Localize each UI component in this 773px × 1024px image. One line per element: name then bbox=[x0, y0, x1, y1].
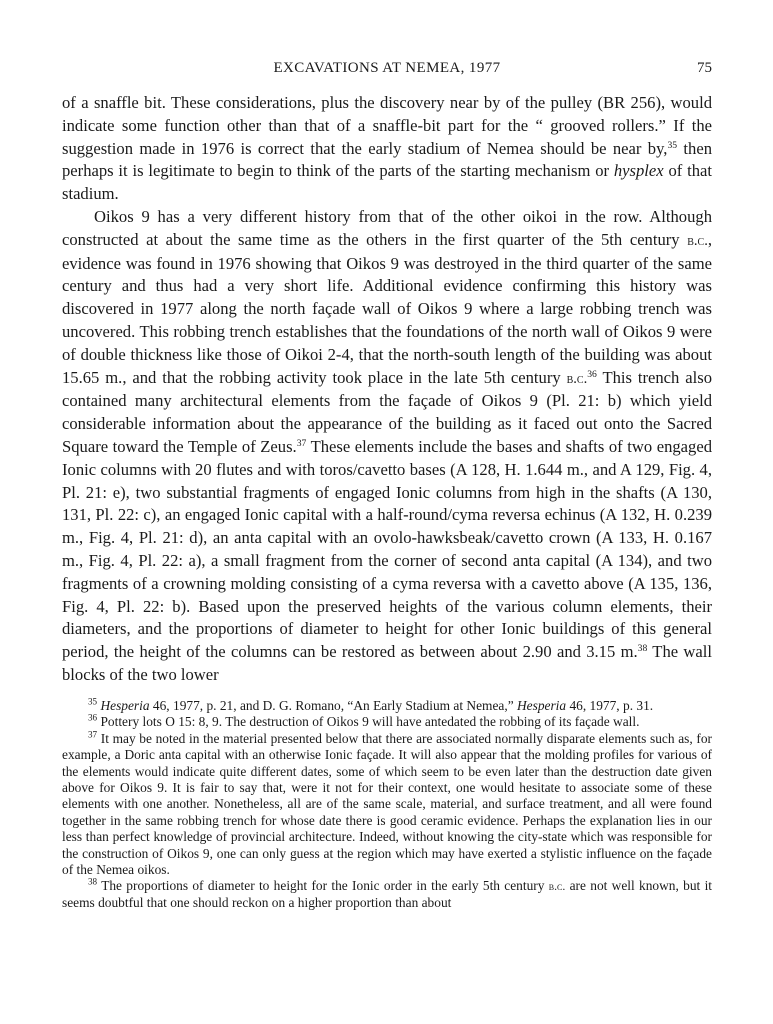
text-run: then perhaps it is legitimate to begin to think of the parts of the starting mechanism or bbox=[62, 138, 712, 181]
era-abbrev: b.c. bbox=[566, 370, 588, 387]
text-run: of a snaffle bit. These considerations, plus the discovery near by of the pulley (BR 256), would indicate some function other than that of a snaffle-bit part for the “ grooved rollers.” If the suggestion made in 1976 is correct that the early stadium of Nemea should be near by, bbox=[62, 93, 712, 158]
footnote-38 bbox=[62, 878, 712, 911]
footnote-text: 46, 1977, p. 31. bbox=[566, 698, 654, 713]
italic-term: hysplex bbox=[613, 161, 664, 181]
text-run: Oikos 9 has a very different history from that of the other oikoi in the row. Although constructed at about the same time as the others in the first quarter of the 5th century bbox=[62, 206, 712, 249]
main-text bbox=[62, 92, 712, 687]
footnote-ref-37[interactable]: 37 bbox=[296, 437, 307, 449]
footnote-36 bbox=[62, 714, 712, 730]
footnotes bbox=[62, 698, 712, 911]
footnote-ref-38[interactable]: 38 bbox=[637, 643, 648, 655]
page-number: 75 bbox=[697, 60, 712, 76]
footnote-ref-35[interactable]: 35 bbox=[667, 139, 678, 151]
footnote-number: 37 bbox=[88, 729, 98, 740]
footnote-number: 38 bbox=[88, 876, 98, 887]
paragraph-1 bbox=[62, 92, 712, 206]
footnote-37 bbox=[62, 731, 712, 879]
footnote-text: It may be noted in the material presented below that there are associated normally disparate elements such as, for example, a Doric anta capital with an otherwise Ionic façade. It will also appear that the molding profiles for various of the elements would indicate quite different dates, some of which seem to be even later than the destruction date given above for Oikos 9. It is fair to say that, were it not for their context, one would hesitate to associate some of these elements with one another. Nonetheless, all are of the same scale, material, and surface treatment, and all were found together in the same robbing trench for whose date there is good ceramic evidence. Perhaps the explanation lies in our less than perfect knowledge of provincial architecture. Indeed, without knowing the city-state which was responsible for the construction of Oikos 9, one can only guess at the region which may have exerted a stylistic influence on the façade of the Nemea oikos. bbox=[62, 730, 712, 878]
footnote-text: are not well known, but it seems doubtful that one should reckon on a higher proportion than about bbox=[62, 878, 713, 910]
running-title: EXCAVATIONS AT NEMEA, 1977 bbox=[273, 60, 501, 76]
journal-title: Hesperia bbox=[100, 698, 150, 713]
footnote-number: 35 bbox=[88, 696, 98, 707]
footnote-text: Pottery lots O 15: 8, 9. The destruction of Oikos 9 will have antedated the robbing of its façade wall. bbox=[100, 714, 640, 730]
footnote-text: 46, 1977, p. 21, and D. G. Romano, “An Early Stadium at Nemea,” bbox=[149, 698, 517, 713]
text-run: These elements include the bases and shafts of two engaged Ionic columns with 20 flutes and with toros/cavetto bases (A 128, H. 1.644 m., and A 129, Fig. 4, Pl. 21: e), two substantial fragments of engaged Ionic columns from high in the shafts (A 130, 131, Pl. 22: c), an engaged Ionic capital with a half-round/cyma reversa echinus (A 132, H. 0.239 m., Fig. 4, Pl. 21: d), an anta capital with an ovolo-hawksbeak/cavetto crown (A 133, H. 0.167 m., Fig. 4, Pl. 22: a), a small fragment from the corner of second anta capital (A 134), and two fragments of a crowning molding consisting of a cyma reversa with a cavetto above (A 135, 136, Fig. 4, Pl. 22: b). Based upon the preserved heights of the various column elements, their diameters, and the proportions of diameter to height for other Ionic buildings of this general period, the height of the columns can be restored as between about 2.90 and 3.15 m. bbox=[62, 436, 712, 662]
text-run: This trench also contained many architectural elements from the façade of Oikos 9 (Pl. 21: b) which yield considerable information about the appearance of the building as it faced out onto the Sacred Square toward the Temple of Zeus. bbox=[62, 367, 712, 456]
running-header bbox=[62, 60, 712, 80]
journal-title: Hesperia bbox=[517, 698, 567, 713]
footnote-number: 36 bbox=[88, 712, 98, 723]
text-run: of that stadium. bbox=[62, 161, 712, 204]
text-run: The wall blocks of the two lower bbox=[62, 642, 712, 684]
era-abbrev: b.c. bbox=[687, 232, 708, 249]
paragraph-2 bbox=[62, 206, 712, 687]
era-abbrev: b.c. bbox=[548, 879, 566, 894]
footnote-35 bbox=[62, 698, 712, 714]
footnote-ref-36[interactable]: 36 bbox=[587, 368, 597, 380]
text-run: , evidence was found in 1976 showing that Oikos 9 was destroyed in the third quarter of the same century and thus had a very short life. Additional evidence confirming this history was discovered in 1977 along the north façade wall of Oikos 9 where a large robbing trench was uncovered. This robbing trench establishes that the foundations of the north wall of Oikos 9 were of double thickness like those of Oikoi 2-4, that the north-south length of the building was about 15.65 m., and that the robbing activity took place in the late 5th century bbox=[62, 229, 712, 387]
footnote-text: The proportions of diameter to height for the Ionic order in the early 5th century bbox=[101, 878, 549, 894]
